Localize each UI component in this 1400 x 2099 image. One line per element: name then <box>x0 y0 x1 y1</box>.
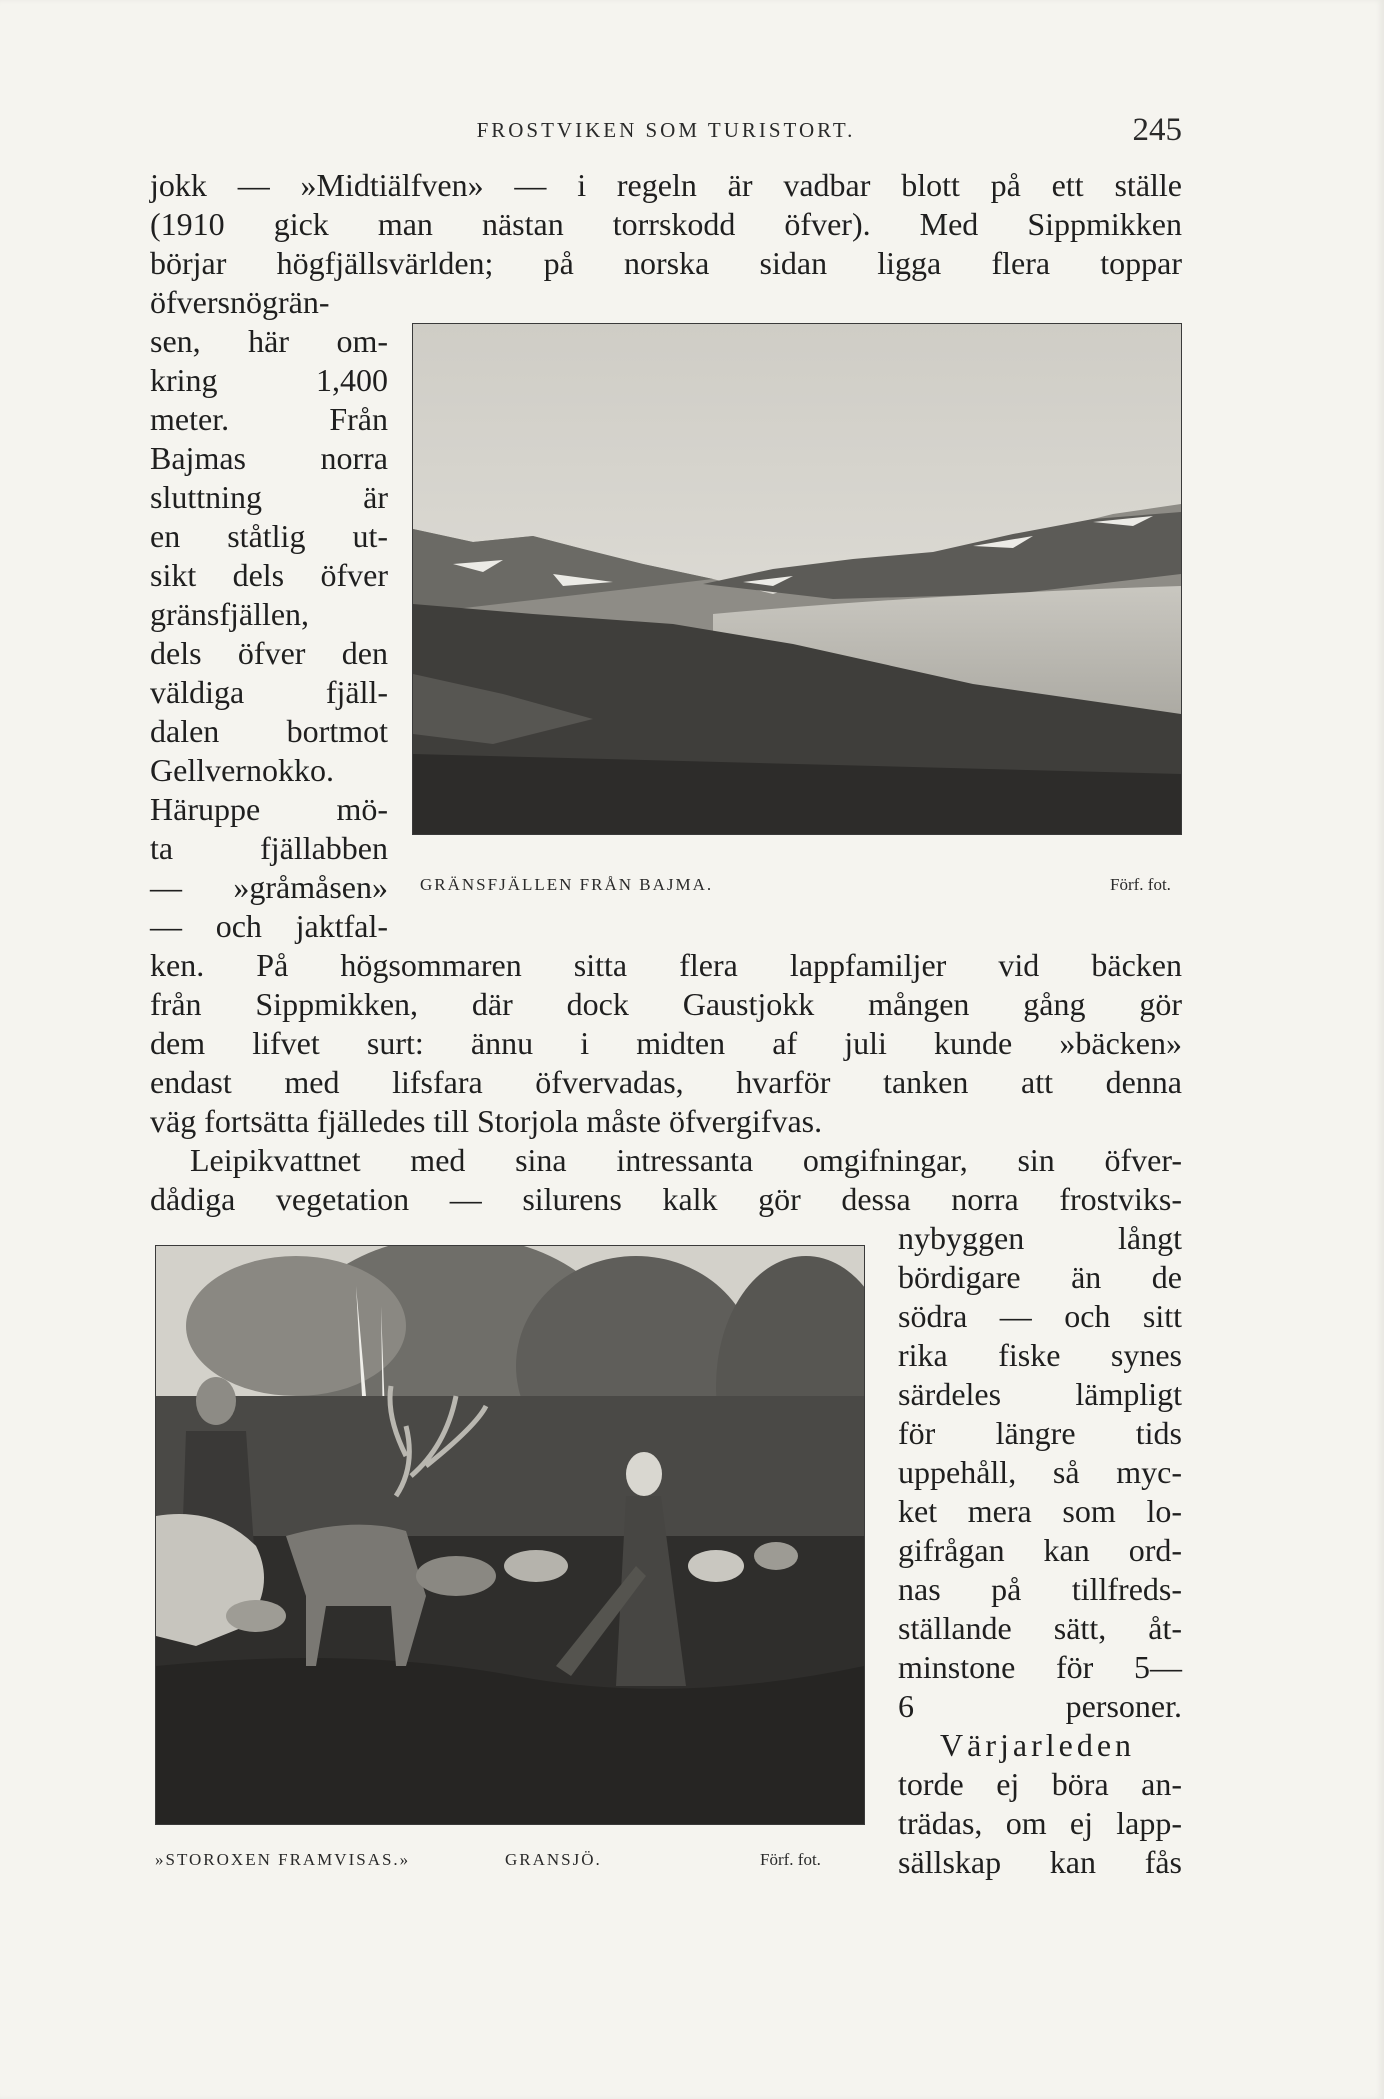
text-line: bördigare än de <box>898 1259 1182 1295</box>
text-line: gränsfjällen, <box>150 596 310 632</box>
photo-credit: Förf. fot. <box>760 1850 821 1869</box>
text-line: dem lifvet surt: ännu i midten af juli kunde »bäcken» <box>150 1025 1182 1061</box>
text-line: ken. På högsommaren sitta flera lappfamiljer vid bäcken <box>150 947 1182 983</box>
text-line: (1910 gick man nästan torrskodd öfver). Med Sippmikken <box>150 206 1182 242</box>
text-line: trädas, om ej lapp- <box>898 1805 1182 1841</box>
text-line: jokk — »Midtiälfven» — i regeln är vadbar blott på ett ställe <box>150 167 1182 203</box>
page-number: 245 <box>1132 112 1182 148</box>
text-line: sluttning är <box>150 479 388 515</box>
text-line: öfversnögrän- <box>150 284 330 320</box>
mountain-landscape-photo <box>413 324 1181 834</box>
text-line: dels öfver den <box>150 635 388 671</box>
text-line: sällskap kan fås <box>898 1844 1182 1880</box>
text-line: en ståtlig ut- <box>150 518 388 554</box>
text-line: nybyggen långt <box>898 1220 1182 1256</box>
text-line: södra — och sitt <box>898 1298 1182 1334</box>
text-line: Värjarleden <box>940 1727 1136 1763</box>
text-line: Bajmas norra <box>150 440 388 476</box>
text-line: väldiga fjäll- <box>150 674 388 710</box>
text-line: uppehåll, så myc- <box>898 1454 1182 1490</box>
text-line: — och jaktfal- <box>150 908 388 944</box>
text-line: dådiga vegetation — silurens kalk gör dessa norra frostviks- <box>150 1181 1182 1217</box>
running-title: FROSTVIKEN SOM TURISTORT. <box>476 118 856 142</box>
photo-border-reindeer <box>155 1245 865 1825</box>
text-line: börjar högfjällsvärlden; på norska sidan ligga flera toppar <box>150 245 1182 281</box>
text-line: ställande sätt, åt- <box>898 1610 1182 1646</box>
text-line: för längre tids <box>898 1415 1182 1451</box>
text-line: väg fortsätta fjälledes till Storjola måste öfvergifvas. <box>150 1103 823 1139</box>
text-line: från Sippmikken, där dock Gaustjokk mången gång gör <box>150 986 1182 1022</box>
text-line: meter. Från <box>150 401 388 437</box>
text-line: sikt dels öfver <box>150 557 388 593</box>
text-line: Häruppe mö- <box>150 791 388 827</box>
text-line: Leipikvattnet med sina intressanta omgifningar, sin öfver- <box>190 1142 1182 1178</box>
text-line: — »gråmåsen» <box>150 869 388 905</box>
text-line: endast med lifsfara öfvervadas, hvarför tanken att denna <box>150 1064 1182 1100</box>
text-line: nas på tillfreds- <box>898 1571 1182 1607</box>
photo-credit: Förf. fot. <box>1110 875 1171 894</box>
text-line: 6 personer. <box>898 1688 1182 1724</box>
figure-caption-title: »STOROXEN FRAMVISAS.» <box>155 1850 411 1869</box>
figure-caption-place: GRANSJÖ. <box>505 1850 602 1869</box>
photo-border-mountains <box>412 323 1182 835</box>
text-line: särdeles lämpligt <box>898 1376 1182 1412</box>
text-line: kring 1,400 <box>150 362 388 398</box>
text-line: gifrågan kan ord- <box>898 1532 1182 1568</box>
text-line: ket mera som lo- <box>898 1493 1182 1529</box>
reindeer-herd-photo <box>156 1246 864 1824</box>
text-line: torde ej böra an- <box>898 1766 1182 1802</box>
figure-caption: GRÄNSFJÄLLEN FRÅN BAJMA. <box>420 875 714 894</box>
text-line: ta fjällabben <box>150 830 388 866</box>
text-line: minstone för 5— <box>898 1649 1182 1685</box>
text-line: dalen bortmot <box>150 713 388 749</box>
text-line: Gellvernokko. <box>150 752 334 788</box>
running-header <box>150 112 1182 148</box>
text-line: rika fiske synes <box>898 1337 1182 1373</box>
text-line: sen, här om- <box>150 323 388 359</box>
